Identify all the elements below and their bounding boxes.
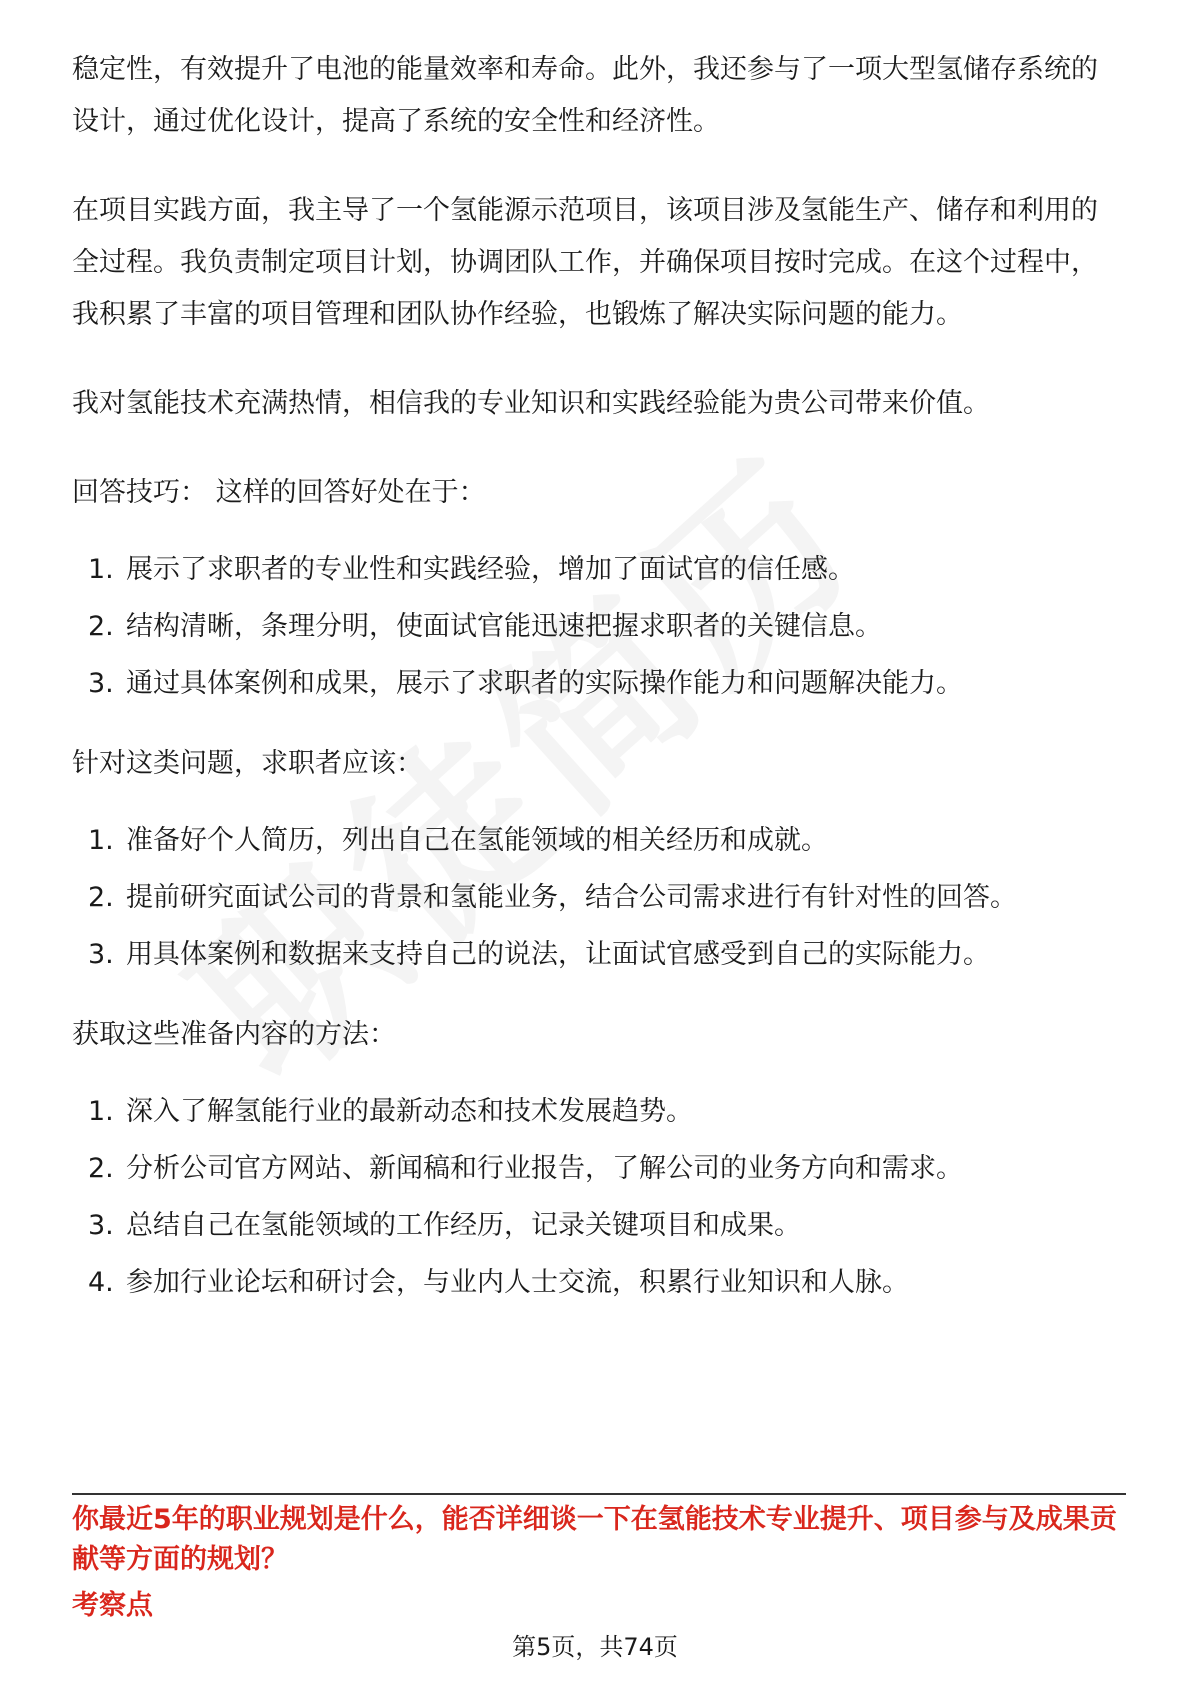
section-divider: [72, 1493, 1126, 1495]
list-text: 参加行业论坛和研讨会，与业内人士交流，积累行业知识和人脉。: [126, 1267, 909, 1298]
list-text: 展示了求职者的专业性和实践经验，增加了面试官的信任感。: [126, 554, 855, 585]
paragraph-project-practice: 在项目实践方面，我主导了一个氢能源示范项目，该项目涉及氢能生产、储存和利用的全过程。我负责制定项目计划，协调团队工作，并确保项目按时完成。在这个过程中，我积累了丰富的项目管理和团队协作经验，也锻炼了解决实际问题的能力。: [72, 195, 1098, 330]
list-number: 3.: [88, 668, 114, 699]
list-text: 用具体案例和数据来支持自己的说法，让面试官感受到自己的实际能力。: [126, 939, 990, 970]
list-item: [72, 1254, 1120, 1311]
answer-tips-list: [72, 541, 1120, 712]
list-number: 1.: [88, 825, 114, 856]
list-item: [72, 869, 1120, 926]
prep-methods-heading: 获取这些准备内容的方法：: [72, 1019, 396, 1050]
list-item: [72, 541, 1120, 598]
list-number: 3.: [88, 1210, 114, 1241]
candidate-should-list: [72, 812, 1120, 983]
list-text: 提前研究面试公司的背景和氢能业务，结合公司需求进行有针对性的回答。: [126, 882, 1017, 913]
list-number: 1.: [88, 1096, 114, 1127]
answer-tips-heading: 回答技巧： 这样的回答好处在于：: [72, 477, 486, 508]
list-number: 1.: [88, 554, 114, 585]
prep-methods-list: [72, 1083, 1120, 1311]
list-text: 深入了解氢能行业的最新动态和技术发展趋势。: [126, 1096, 693, 1127]
list-text: 分析公司官方网站、新闻稿和行业报告，了解公司的业务方向和需求。: [126, 1153, 963, 1184]
list-number: 2.: [88, 611, 114, 642]
page-content: [72, 44, 1120, 1311]
list-item: [72, 1140, 1120, 1197]
paragraph-closing: 我对氢能技术充满热情，相信我的专业知识和实践经验能为贵公司带来价值。: [72, 388, 990, 419]
list-item: [72, 655, 1120, 712]
list-number: 4.: [88, 1267, 114, 1298]
candidate-should-heading: 针对这类问题，求职者应该：: [72, 748, 423, 779]
list-text: 通过具体案例和成果，展示了求职者的实际操作能力和问题解决能力。: [126, 668, 963, 699]
list-item: [72, 1197, 1120, 1254]
page-footer: 第5页，共74页: [512, 1633, 678, 1661]
list-item: [72, 1083, 1120, 1140]
list-item: [72, 926, 1120, 983]
list-number: 3.: [88, 939, 114, 970]
list-item: [72, 812, 1120, 869]
list-item: [72, 598, 1120, 655]
paragraph-continuation: 稳定性，有效提升了电池的能量效率和寿命。此外，我还参与了一项大型氢储存系统的设计，通过优化设计，提高了系统的安全性和经济性。: [72, 54, 1098, 137]
next-question-title: 你最近5年的职业规划是什么，能否详细谈一下在氢能技术专业提升、项目参与及成果贡献等方面的规划？: [72, 1504, 1117, 1575]
list-text: 总结自己在氢能领域的工作经历，记录关键项目和成果。: [126, 1210, 801, 1241]
assessment-points-heading: 考察点: [72, 1590, 153, 1621]
list-number: 2.: [88, 1153, 114, 1184]
list-text: 结构清晰，条理分明，使面试官能迅速把握求职者的关键信息。: [126, 611, 882, 642]
list-number: 2.: [88, 882, 114, 913]
list-text: 准备好个人简历，列出自己在氢能领域的相关经历和成就。: [126, 825, 828, 856]
